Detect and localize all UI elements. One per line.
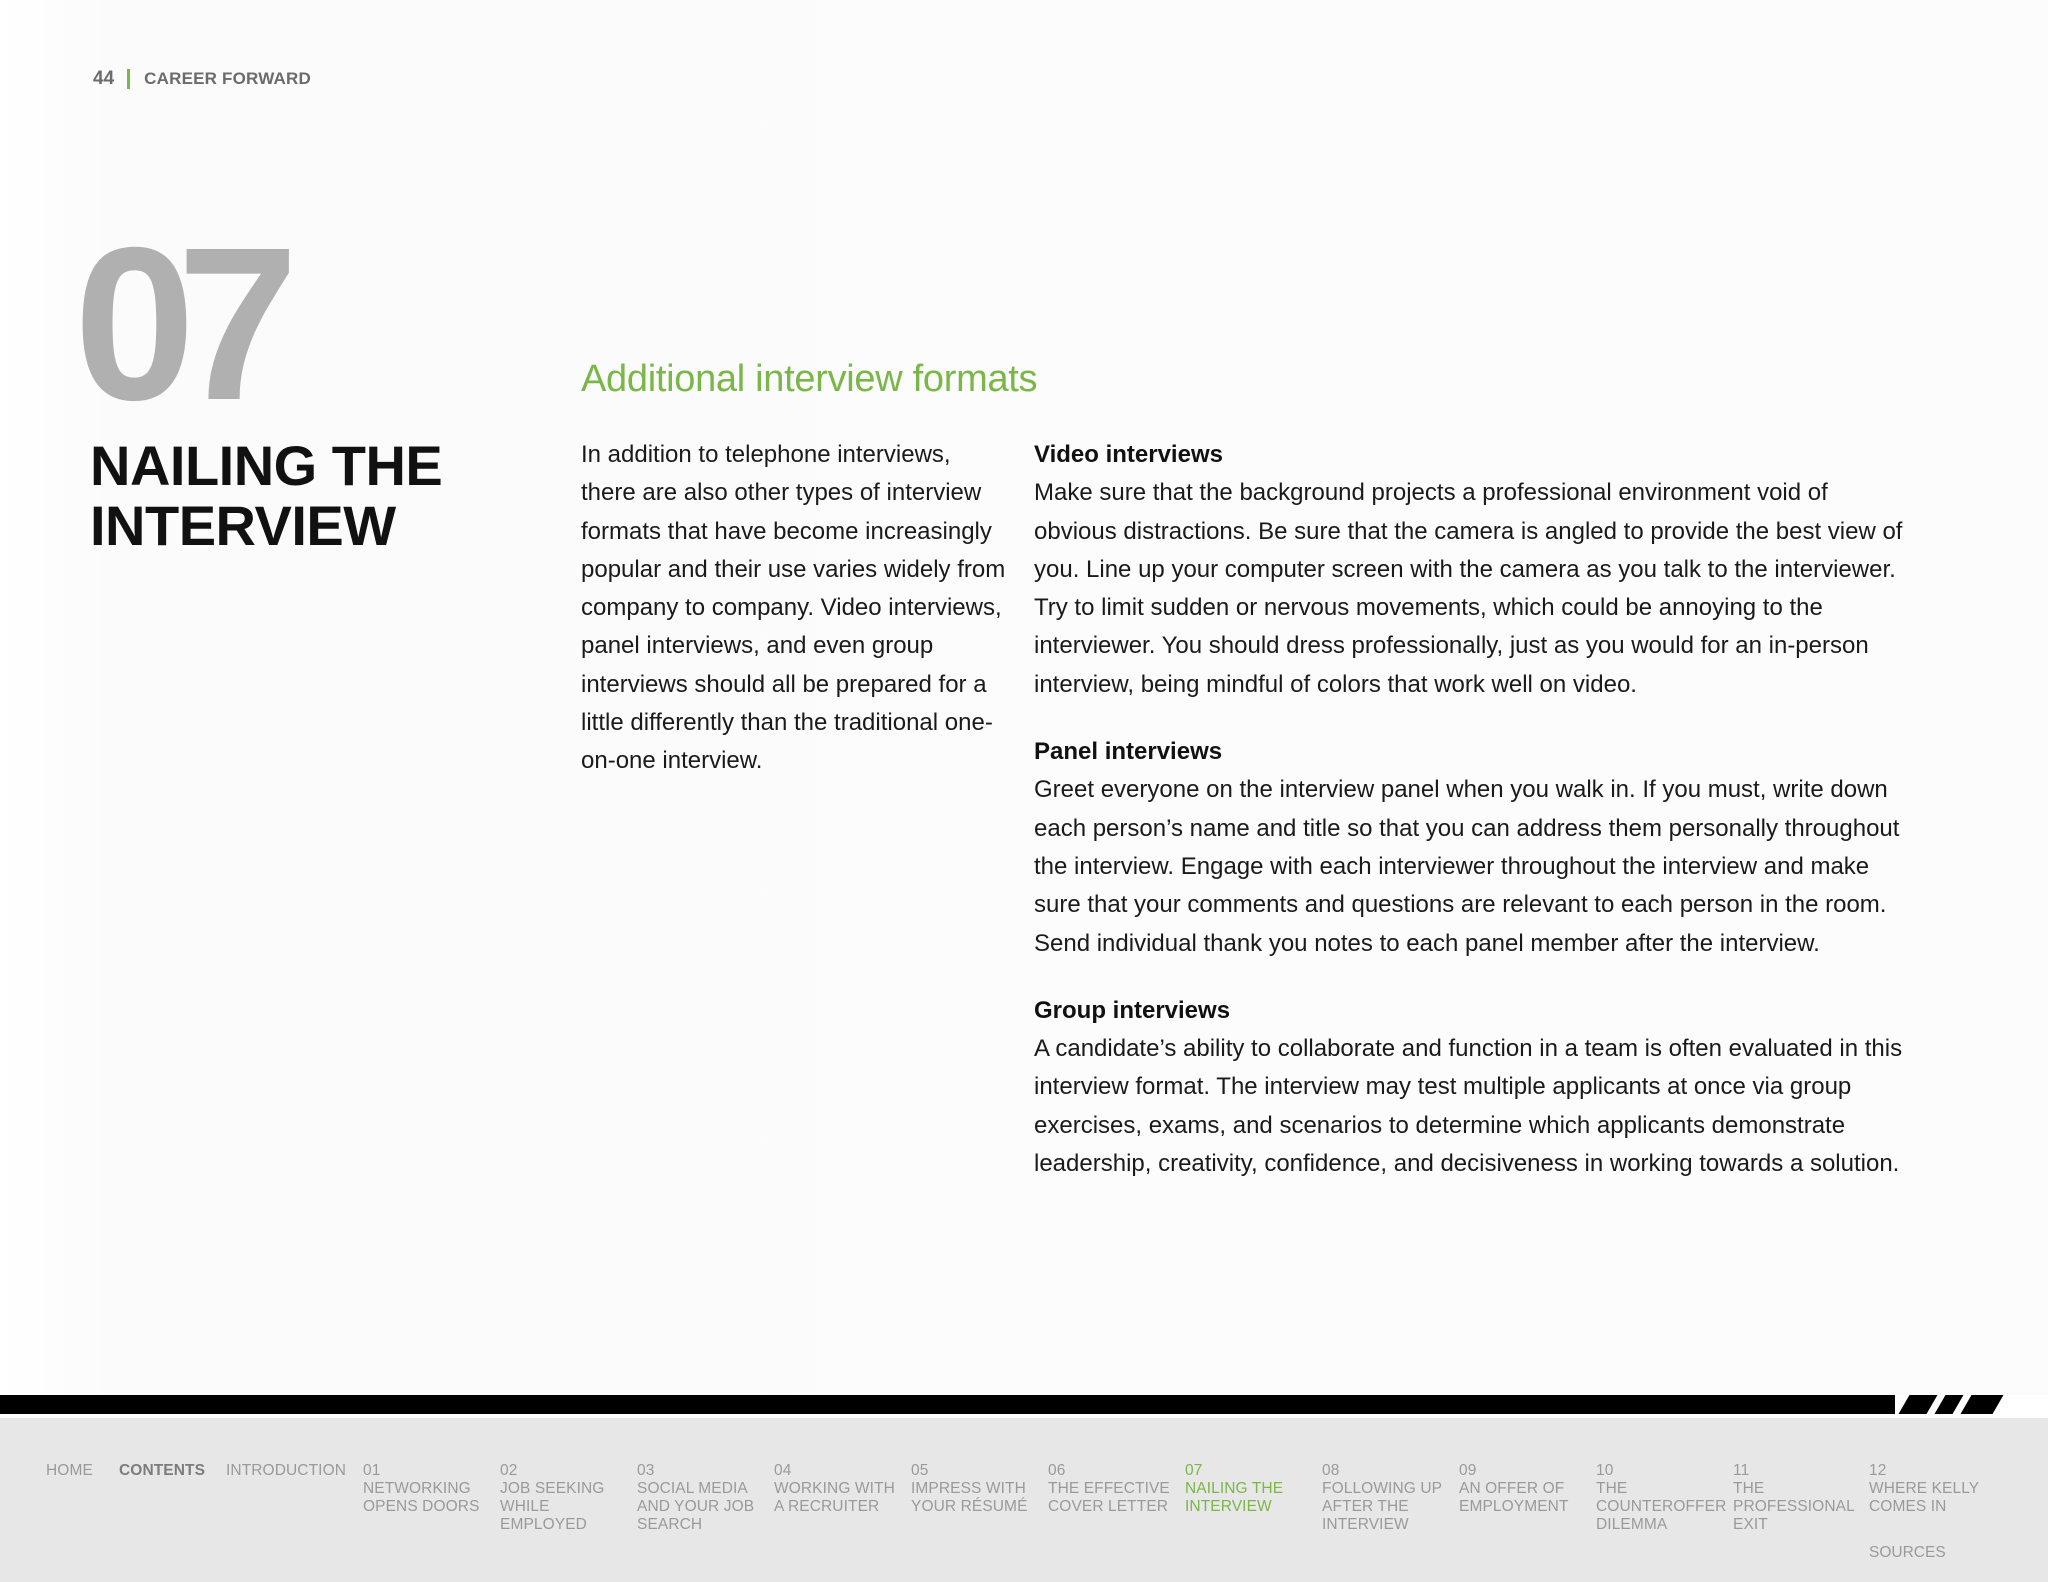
nav-chapter-number: 08: [1322, 1462, 1340, 1479]
nav-chapter-label: WORKING WITH A RECRUITER: [774, 1480, 895, 1515]
page-number: 44: [93, 68, 115, 89]
nav-chapter-03[interactable]: [637, 1462, 757, 1534]
nav-chapter-number: 07: [1185, 1462, 1203, 1479]
section-heading: Additional interview formats: [581, 358, 1038, 400]
chapter-number: 07: [74, 203, 281, 446]
nav-chapter-02[interactable]: [500, 1462, 630, 1534]
nav-chapter-number: 05: [911, 1462, 929, 1479]
chapter-title: [90, 436, 490, 556]
nav-chapter-number: 09: [1459, 1462, 1477, 1479]
nav-chapter-label: FOLLOWING UP AFTER THE INTERVIEW: [1322, 1480, 1442, 1533]
nav-chapter-11[interactable]: [1733, 1462, 1858, 1534]
nav-chapter-label: AN OFFER OF EMPLOYMENT: [1459, 1480, 1569, 1515]
nav-chapter-number: 12: [1869, 1462, 1887, 1479]
footer-rule-slash: [1899, 1395, 1938, 1414]
format-group: [1034, 992, 1914, 1183]
format-title: Panel interviews: [1034, 738, 1223, 766]
intro-paragraph: In addition to telephone interviews, there are also other types of interview formats that have become increasingly popular and their use varies widely from company to company. Video interviews, panel interviews, and even group interviews should all be prepared for a little differently than the traditional one-on-one interview.: [581, 441, 1006, 775]
nav-chapter-label: NETWORKING OPENS DOORS: [363, 1480, 480, 1515]
format-body: A candidate’s ability to collaborate and function in a team is often evaluated in this interview format. The interview may test multiple applicants at once via group exercises, exams, and scenarios to determine which applicants demonstrate leadership, creativity, confidence, and decisiveness in working towards a solution.: [1034, 1035, 1903, 1178]
interview-formats: [1034, 436, 1914, 1212]
format-title: Video interviews: [1034, 441, 1223, 468]
nav-chapter-label: THE COUNTEROFFER DILEMMA: [1596, 1480, 1727, 1533]
format-body: Greet everyone on the interview panel when you walk in. If you must, write down each person’s name and title so that you can address them personally throughout the interview. Engage with each interviewer throughout the interview and make sure that your comments and questions are relevant to each person in the room. Send individual thank you notes to each panel member after the interview.: [1034, 776, 1900, 957]
nav-chapter-number: 03: [637, 1462, 655, 1479]
nav-chapter-number: 04: [774, 1462, 792, 1479]
nav-introduction[interactable]: INTRODUCTION: [226, 1462, 347, 1479]
nav-chapter-05[interactable]: [911, 1462, 1036, 1516]
nav-home[interactable]: HOME: [46, 1462, 93, 1479]
nav-chapter-10[interactable]: [1596, 1462, 1726, 1534]
nav-chapter-12[interactable]: [1869, 1462, 1989, 1516]
header-divider: [127, 69, 130, 89]
nav-chapter-09[interactable]: [1459, 1462, 1574, 1516]
nav-chapter-08[interactable]: [1322, 1462, 1447, 1534]
nav-chapter-number: 11: [1733, 1462, 1750, 1479]
nav-chapter-number: 06: [1048, 1462, 1066, 1479]
footer-rule-slash: [1935, 1395, 1964, 1414]
nav-chapter-number: 01: [363, 1462, 381, 1479]
nav-chapter-label: SOCIAL MEDIA AND YOUR JOB SEARCH: [637, 1480, 755, 1533]
nav-chapter-number: 02: [500, 1462, 518, 1479]
footer-rule: [0, 1395, 1895, 1414]
format-title: Group interviews: [1034, 996, 1231, 1024]
nav-contents[interactable]: CONTENTS: [119, 1462, 206, 1479]
nav-chapter-label: JOB SEEKING WHILE EMPLOYED: [500, 1480, 605, 1533]
chapter-title-line-1: NAILING THE: [90, 434, 443, 497]
nav-chapter-number: 10: [1596, 1462, 1614, 1479]
nav-chapter-label: THE EFFECTIVE COVER LETTER: [1048, 1480, 1170, 1515]
nav-sources[interactable]: SOURCES: [1869, 1544, 1946, 1561]
format-body: Make sure that the background projects a professional environment void of obvious distractions. Be sure that the camera is angled to provide the best view of you. Line up your computer screen with the camera as you talk to the interviewer. Try to limit sudden or nervous movements, which could be annoying to the interviewer. You should dress professionally, just as you would for an in-person interview, being mindful of colors that work well on video.: [1034, 479, 1903, 698]
chapter-title-line-2: INTERVIEW: [90, 494, 396, 557]
nav-chapter-label: NAILING THE INTERVIEW: [1185, 1480, 1284, 1515]
nav-chapter-04[interactable]: [774, 1462, 899, 1516]
nav-chapter-01[interactable]: [363, 1462, 493, 1516]
nav-chapter-07[interactable]: [1185, 1462, 1300, 1516]
format-panel: [1034, 733, 1914, 963]
format-video: [1034, 436, 1914, 704]
nav-chapter-label: THE PROFESSIONAL EXIT: [1733, 1480, 1855, 1533]
nav-chapter-label: IMPRESS WITH YOUR RÉSUMÉ: [911, 1480, 1028, 1515]
publication-title: CAREER FORWARD: [144, 69, 311, 88]
nav-chapter-06[interactable]: [1048, 1462, 1173, 1516]
nav-chapter-label: WHERE KELLY COMES IN: [1869, 1480, 1979, 1515]
running-header: [93, 68, 311, 90]
footer-rule-slash: [1961, 1395, 2004, 1414]
